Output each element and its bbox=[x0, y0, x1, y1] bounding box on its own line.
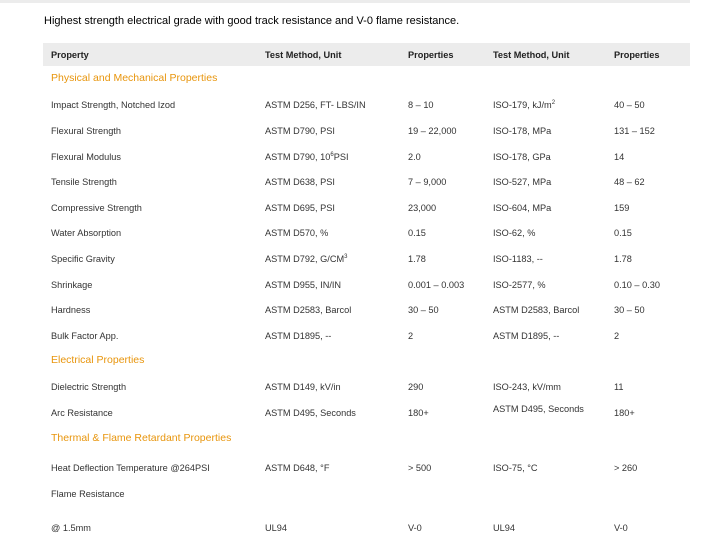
iso-value: V-0 bbox=[614, 522, 628, 533]
section-title: Thermal & Flame Retardant Properties bbox=[51, 431, 232, 444]
astm-value: 0.15 bbox=[408, 228, 426, 239]
iso-method: ISO-62, % bbox=[493, 228, 536, 239]
iso-value: 14 bbox=[614, 151, 625, 162]
astm-method: ASTM D2583, Barcol bbox=[265, 305, 352, 316]
property-name: Heat Deflection Temperature @264PSI bbox=[51, 462, 210, 473]
iso-method: ISO-75, °C bbox=[493, 462, 538, 473]
astm-method: ASTM D149, kV/in bbox=[265, 382, 341, 393]
product-description: Highest strength electrical grade with good track resistance and V-0 flame resistance. bbox=[44, 15, 460, 27]
astm-value: 30 – 50 bbox=[408, 305, 439, 316]
astm-method: ASTM D570, % bbox=[265, 228, 329, 239]
iso-value: 131 – 152 bbox=[614, 126, 655, 136]
astm-value: 7 – 9,000 bbox=[408, 177, 447, 188]
property-name: Arc Resistance bbox=[51, 408, 113, 419]
astm-value: 2.0 bbox=[408, 151, 421, 162]
table-row bbox=[43, 506, 690, 542]
table-row bbox=[43, 90, 690, 118]
iso-value: 0.15 bbox=[614, 228, 632, 239]
header-astm-method: Test Method, Unit bbox=[265, 50, 342, 60]
astm-method: ASTM D695, PSI bbox=[265, 202, 335, 213]
iso-value: > 260 bbox=[614, 462, 638, 473]
property-name: Shrinkage bbox=[51, 279, 93, 290]
iso-method: ISO-527, MPa bbox=[493, 177, 552, 188]
iso-method: ISO-243, kV/mm bbox=[493, 382, 561, 393]
iso-value: 30 – 50 bbox=[614, 305, 645, 316]
property-name: Flexural Strength bbox=[51, 126, 121, 136]
astm-value: 290 bbox=[408, 382, 424, 393]
astm-method: ASTM D790, $10^6PSI$ bbox=[265, 151, 349, 162]
table-row bbox=[43, 480, 690, 506]
astm-method: ASTM D638, PSI bbox=[265, 177, 335, 188]
astm-method: ASTM D790, PSI bbox=[265, 126, 335, 136]
property-name: Flexural Modulus bbox=[51, 151, 121, 162]
astm-method: ASTM D955, IN/IN bbox=[265, 279, 342, 290]
astm-value: 180+ bbox=[408, 408, 429, 419]
iso-value: 40 – 50 bbox=[614, 100, 645, 110]
property-name: Bulk Factor App. bbox=[51, 330, 119, 341]
iso-method: ISO-178, GPa bbox=[493, 151, 551, 162]
astm-value: 2 bbox=[408, 330, 414, 341]
property-name: Impact Strength, Notched Izod bbox=[51, 100, 176, 110]
astm-method: ASTM D792, $G/CM^3$ bbox=[265, 253, 348, 264]
top-divider bbox=[0, 0, 690, 3]
iso-value: 2 bbox=[614, 330, 620, 341]
property-name: Dielectric Strength bbox=[51, 382, 127, 393]
astm-method: ASTM D1895, -- bbox=[265, 330, 332, 341]
section-title: Physical and Mechanical Properties bbox=[51, 72, 218, 84]
header-property: Property bbox=[51, 50, 89, 60]
table-row bbox=[43, 450, 690, 480]
table-row bbox=[43, 297, 690, 323]
iso-value: 1.78 bbox=[614, 253, 632, 264]
astm-value: > 500 bbox=[408, 462, 432, 473]
section-physical bbox=[43, 66, 690, 90]
iso-value: 11 bbox=[614, 382, 624, 393]
table-header bbox=[43, 43, 690, 66]
section-title: Electrical Properties bbox=[51, 354, 145, 367]
property-name: Specific Gravity bbox=[51, 253, 115, 264]
table-row bbox=[43, 372, 690, 400]
iso-method: ASTM D1895, -- bbox=[493, 330, 560, 341]
iso-value: 159 bbox=[614, 202, 630, 213]
astm-value: 23,000 bbox=[408, 202, 437, 213]
table-row bbox=[43, 118, 690, 144]
section-thermal bbox=[43, 426, 690, 450]
table-row bbox=[43, 195, 690, 221]
header-iso-method: Test Method, Unit bbox=[493, 50, 570, 60]
table-row bbox=[43, 272, 690, 298]
iso-method: ASTM D495, Seconds bbox=[493, 404, 584, 415]
property-name: Tensile Strength bbox=[51, 177, 117, 188]
header-astm-properties: Properties bbox=[408, 50, 454, 60]
header-iso-properties: Properties bbox=[614, 50, 660, 60]
astm-method: ASTM D648, °F bbox=[265, 462, 330, 473]
iso-method: ISO-1183, -- bbox=[493, 253, 543, 264]
astm-value: 19 – 22,000 bbox=[408, 126, 457, 136]
iso-value: 180+ bbox=[614, 408, 635, 419]
property-name: Flame Resistance bbox=[51, 488, 125, 499]
iso-value: 0.10 – 0.30 bbox=[614, 279, 660, 290]
iso-method: ASTM D2583, Barcol bbox=[493, 305, 580, 316]
table-row bbox=[43, 169, 690, 195]
table-row bbox=[43, 144, 690, 170]
table-row bbox=[43, 323, 690, 349]
astm-value: 1.78 bbox=[408, 253, 426, 264]
property-name: @ 1.5mm bbox=[51, 522, 91, 533]
property-name: Compressive Strength bbox=[51, 202, 142, 213]
iso-method: ISO-178, MPa bbox=[493, 126, 552, 136]
iso-value: 48 – 62 bbox=[614, 177, 645, 188]
astm-value: 0.001 – 0.003 bbox=[408, 279, 465, 290]
properties-table bbox=[43, 43, 690, 542]
iso-method: ISO-179, $kJ/m^2$ bbox=[493, 99, 556, 110]
astm-value: V-0 bbox=[408, 522, 422, 533]
table-row bbox=[43, 246, 690, 272]
section-electrical bbox=[43, 348, 690, 372]
iso-method: ISO-2577, % bbox=[493, 279, 546, 290]
table-row bbox=[43, 400, 690, 426]
iso-method: UL94 bbox=[493, 522, 515, 533]
astm-method: UL94 bbox=[265, 522, 287, 533]
astm-method: ASTM D256, FT- LBS/IN bbox=[265, 100, 366, 110]
property-name: Hardness bbox=[51, 305, 91, 316]
astm-method: ASTM D495, Seconds bbox=[265, 408, 356, 419]
astm-value: 8 – 10 bbox=[408, 100, 434, 110]
table-row bbox=[43, 220, 690, 246]
property-name: Water Absorption bbox=[51, 228, 122, 239]
iso-method: ISO-604, MPa bbox=[493, 202, 552, 213]
